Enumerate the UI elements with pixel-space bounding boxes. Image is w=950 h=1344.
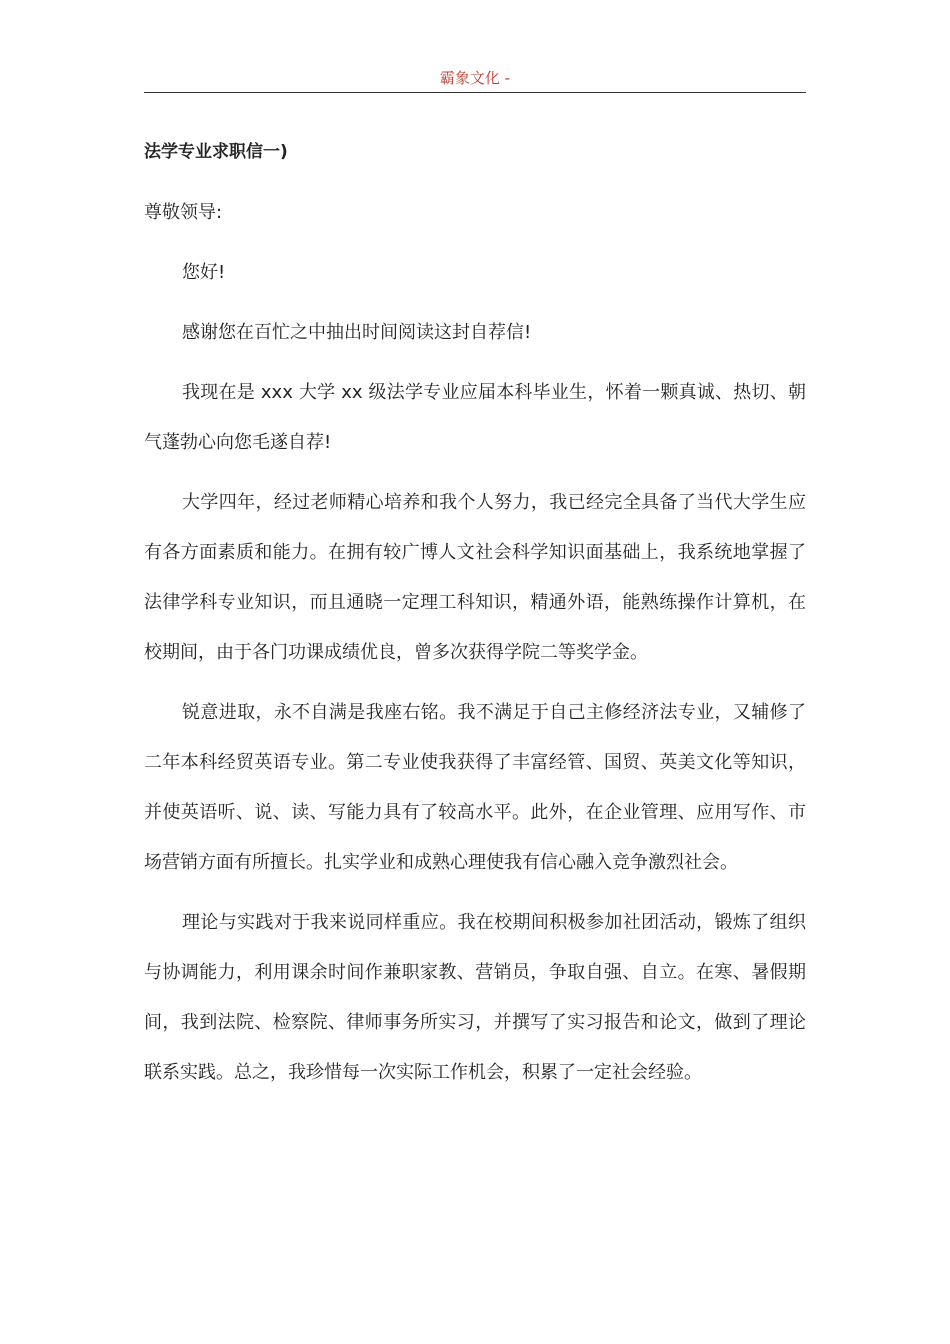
paragraph-practice: 理论与实践对于我来说同样重应。我在校期间积极参加社团活动，锻炼了组织与协调能力，利用课余时间作兼职家教、营销员，争取自强、自立。在寒、暑假期间，我到法院、检察院、律师事务所实习，并撰写了实习报告和论文，做到了理论联系实践。总之，我珍惜每一次实际工作机会，积累了一定社会经验。: [144, 912, 806, 1083]
paragraph-education: 大学四年，经过老师精心培养和我个人努力，我已经完全具备了当代大学生应有各方面素质和能力。在拥有较广博人文社会科学知识面基础上，我系统地掌握了法律学科专业知识，而且通晓一定理工科知识，精通外语，能熟练操作计算机，在校期间，由于各门功课成绩优良，曾多次获得学院二等奖学金。: [144, 492, 806, 663]
paragraph-motto: 锐意进取，永不自满是我座右铭。我不满足于自己主修经济法专业，又辅修了二年本科经贸英语专业。第二专业使我获得了丰富经管、国贸、英美文化等知识，并使英语听、说、读、写能力具有了较高水平。此外，在企业管理、应用写作、市场营销方面有所擅长。扎实学业和成熟心理使我有信心融入竞争激烈社会。: [144, 702, 806, 873]
header-brand-text: 霸象文化 -: [439, 69, 511, 87]
letter-title: 法学专业求职信一): [144, 142, 288, 162]
page-header: [144, 66, 806, 93]
letter-body: [144, 132, 806, 1108]
paragraph-thanks: 感谢您在百忙之中抽出时间阅读这封自荐信!: [182, 322, 532, 343]
paragraph-introduction: 我现在是 xxx 大学 xx 级法学专业应届本科毕业生，怀着一颗真诚、热切、朝气蓬勃心向您毛遂自荐!: [144, 382, 806, 453]
paragraph-greeting: 您好!: [182, 262, 226, 283]
salutation: 尊敬领导:: [144, 202, 223, 223]
